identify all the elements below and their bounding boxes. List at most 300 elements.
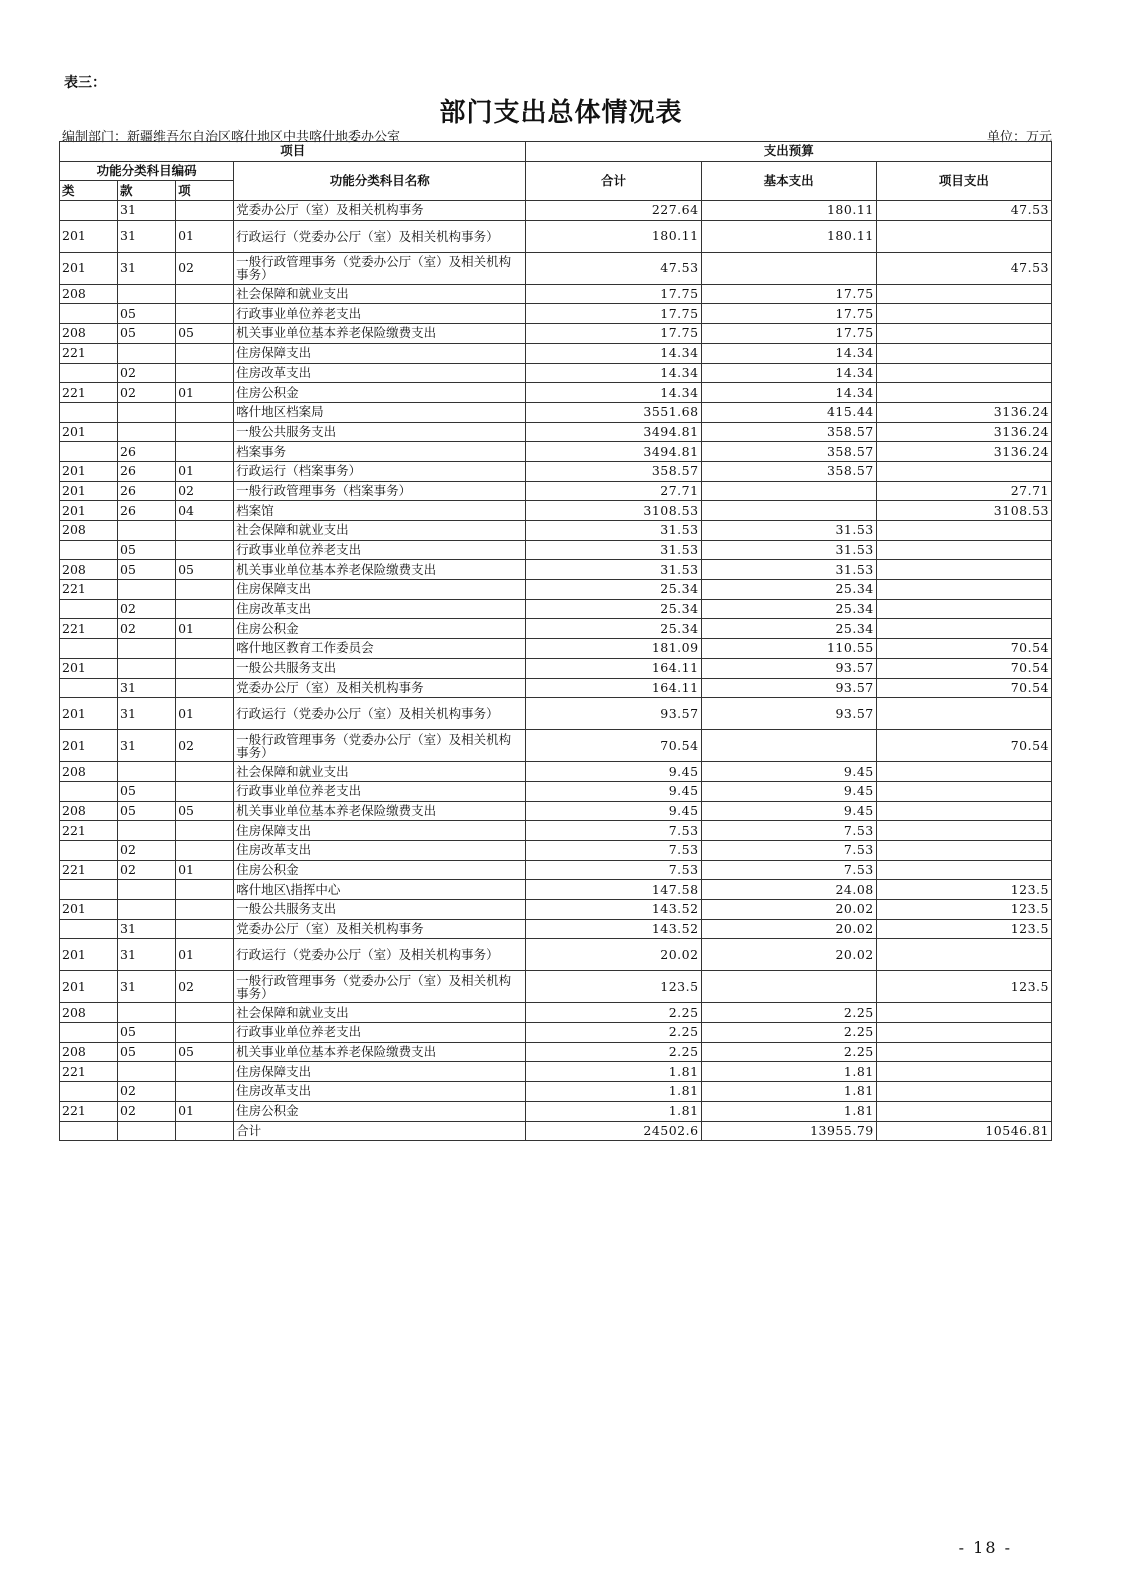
xiang-cell xyxy=(176,1023,234,1043)
table-row xyxy=(60,580,1052,600)
table-row xyxy=(60,252,1052,284)
total-cell: 3551.68 xyxy=(526,402,701,422)
project-expense-header: 项目支出 xyxy=(876,161,1051,200)
table-row xyxy=(60,540,1052,560)
xiang-cell xyxy=(176,343,234,363)
name-cell: 住房公积金 xyxy=(234,1101,526,1121)
lei-cell xyxy=(60,678,118,698)
total-cell: 227.64 xyxy=(526,201,701,221)
total-cell: 7.53 xyxy=(526,821,701,841)
lei-cell: 201 xyxy=(60,900,118,920)
name-cell: 合计 xyxy=(234,1121,526,1141)
total-cell: 1.81 xyxy=(526,1082,701,1102)
total-cell: 20.02 xyxy=(526,939,701,971)
project-cell: 3136.24 xyxy=(876,442,1051,462)
table-row xyxy=(60,619,1052,639)
name-cell: 住房公积金 xyxy=(234,860,526,880)
xiang-header: 项 xyxy=(176,181,234,201)
kuan-cell xyxy=(118,1062,176,1082)
lei-cell xyxy=(60,599,118,619)
name-cell: 档案事务 xyxy=(234,442,526,462)
project-cell xyxy=(876,1042,1051,1062)
name-cell: 社会保障和就业支出 xyxy=(234,762,526,782)
budget-header: 支出预算 xyxy=(526,142,1052,162)
xiang-cell xyxy=(176,639,234,659)
name-cell: 行政事业单位养老支出 xyxy=(234,781,526,801)
kuan-cell: 31 xyxy=(118,201,176,221)
lei-cell: 208 xyxy=(60,560,118,580)
basic-cell: 2.25 xyxy=(701,1003,876,1023)
kuan-cell: 05 xyxy=(118,560,176,580)
table-row xyxy=(60,220,1052,252)
lei-cell: 201 xyxy=(60,461,118,481)
total-cell: 358.57 xyxy=(526,461,701,481)
name-cell: 机关事业单位基本养老保险缴费支出 xyxy=(234,801,526,821)
table-row xyxy=(60,461,1052,481)
lei-cell xyxy=(60,1082,118,1102)
table-row xyxy=(60,880,1052,900)
xiang-cell: 01 xyxy=(176,461,234,481)
basic-cell: 17.75 xyxy=(701,284,876,304)
lei-cell xyxy=(60,201,118,221)
total-cell: 25.34 xyxy=(526,619,701,639)
basic-cell: 20.02 xyxy=(701,939,876,971)
total-cell: 143.52 xyxy=(526,900,701,920)
total-cell: 70.54 xyxy=(526,730,701,762)
table-row xyxy=(60,402,1052,422)
lei-cell: 221 xyxy=(60,580,118,600)
project-cell xyxy=(876,461,1051,481)
name-cell: 行政运行（党委办公厅（室）及相关机构事务） xyxy=(234,220,526,252)
lei-cell xyxy=(60,304,118,324)
lei-cell xyxy=(60,919,118,939)
xiang-cell: 01 xyxy=(176,1101,234,1121)
basic-cell xyxy=(701,501,876,521)
xiang-cell xyxy=(176,919,234,939)
kuan-cell xyxy=(118,284,176,304)
xiang-cell: 01 xyxy=(176,939,234,971)
table-row xyxy=(60,422,1052,442)
xiang-cell xyxy=(176,402,234,422)
basic-cell: 31.53 xyxy=(701,540,876,560)
xiang-cell: 05 xyxy=(176,324,234,344)
name-cell: 喀什地区\指挥中心 xyxy=(234,880,526,900)
lei-cell xyxy=(60,840,118,860)
lei-cell: 208 xyxy=(60,324,118,344)
basic-cell: 93.57 xyxy=(701,658,876,678)
total-cell: 47.53 xyxy=(526,252,701,284)
table-row xyxy=(60,801,1052,821)
lei-cell xyxy=(60,540,118,560)
project-cell: 123.5 xyxy=(876,971,1051,1003)
project-cell: 47.53 xyxy=(876,201,1051,221)
lei-cell: 201 xyxy=(60,252,118,284)
kuan-cell xyxy=(118,402,176,422)
table-row xyxy=(60,1003,1052,1023)
xiang-cell xyxy=(176,762,234,782)
kuan-cell: 02 xyxy=(118,1082,176,1102)
name-cell: 一般行政管理事务（党委办公厅（室）及相关机构事务） xyxy=(234,730,526,762)
kuan-cell: 31 xyxy=(118,971,176,1003)
lei-cell xyxy=(60,402,118,422)
name-cell: 社会保障和就业支出 xyxy=(234,521,526,541)
basic-header: 基本支出 xyxy=(701,161,876,200)
kuan-cell: 05 xyxy=(118,801,176,821)
project-cell: 3136.24 xyxy=(876,402,1051,422)
xiang-cell xyxy=(176,304,234,324)
basic-cell xyxy=(701,252,876,284)
page-number: - 18 - xyxy=(958,1538,1012,1557)
kuan-cell: 31 xyxy=(118,220,176,252)
table-row xyxy=(60,939,1052,971)
lei-cell: 221 xyxy=(60,860,118,880)
kuan-cell xyxy=(118,880,176,900)
basic-cell: 20.02 xyxy=(701,900,876,920)
lei-cell: 221 xyxy=(60,383,118,403)
kuan-cell xyxy=(118,639,176,659)
lei-cell: 201 xyxy=(60,730,118,762)
xiang-cell xyxy=(176,201,234,221)
project-cell xyxy=(876,220,1051,252)
table-row xyxy=(60,201,1052,221)
name-cell: 住房改革支出 xyxy=(234,840,526,860)
kuan-header: 款 xyxy=(118,181,176,201)
lei-cell xyxy=(60,1121,118,1141)
total-cell: 180.11 xyxy=(526,220,701,252)
table-label: 表三： xyxy=(64,75,106,91)
basic-cell: 358.57 xyxy=(701,422,876,442)
table-row xyxy=(60,900,1052,920)
xiang-cell: 01 xyxy=(176,860,234,880)
name-cell: 行政运行（党委办公厅（室）及相关机构事务） xyxy=(234,698,526,730)
total-header: 合计 xyxy=(526,161,701,200)
kuan-cell: 05 xyxy=(118,304,176,324)
xiang-cell: 02 xyxy=(176,252,234,284)
kuan-cell: 05 xyxy=(118,1023,176,1043)
total-cell: 14.34 xyxy=(526,383,701,403)
kuan-cell: 02 xyxy=(118,1101,176,1121)
name-cell: 一般行政管理事务（档案事务） xyxy=(234,481,526,501)
lei-cell: 201 xyxy=(60,481,118,501)
table-row xyxy=(60,599,1052,619)
project-cell xyxy=(876,1023,1051,1043)
basic-cell: 93.57 xyxy=(701,698,876,730)
lei-cell: 208 xyxy=(60,762,118,782)
code-group-header: 功能分类科目编码 xyxy=(60,161,234,181)
kuan-cell xyxy=(118,821,176,841)
basic-cell: 358.57 xyxy=(701,442,876,462)
kuan-cell: 05 xyxy=(118,1042,176,1062)
project-cell xyxy=(876,840,1051,860)
project-cell: 70.54 xyxy=(876,639,1051,659)
kuan-cell: 31 xyxy=(118,919,176,939)
lei-cell: 208 xyxy=(60,1042,118,1062)
xiang-cell xyxy=(176,422,234,442)
lei-cell: 208 xyxy=(60,284,118,304)
name-cell: 一般行政管理事务（党委办公厅（室）及相关机构事务） xyxy=(234,252,526,284)
xiang-cell xyxy=(176,678,234,698)
xiang-cell: 01 xyxy=(176,698,234,730)
xiang-cell: 04 xyxy=(176,501,234,521)
total-cell: 31.53 xyxy=(526,521,701,541)
basic-cell xyxy=(701,730,876,762)
project-cell xyxy=(876,1082,1051,1102)
xiang-cell: 05 xyxy=(176,1042,234,1062)
xiang-cell: 02 xyxy=(176,730,234,762)
xiang-cell xyxy=(176,1062,234,1082)
total-cell: 2.25 xyxy=(526,1042,701,1062)
xiang-cell: 02 xyxy=(176,971,234,1003)
project-cell xyxy=(876,363,1051,383)
table-row xyxy=(60,383,1052,403)
xiang-cell xyxy=(176,1121,234,1141)
xiang-cell xyxy=(176,900,234,920)
basic-cell: 9.45 xyxy=(701,781,876,801)
total-cell: 123.5 xyxy=(526,971,701,1003)
total-cell: 2.25 xyxy=(526,1023,701,1043)
name-cell: 住房公积金 xyxy=(234,383,526,403)
basic-cell: 415.44 xyxy=(701,402,876,422)
lei-cell: 221 xyxy=(60,1062,118,1082)
kuan-cell: 31 xyxy=(118,698,176,730)
table-row xyxy=(60,919,1052,939)
kuan-cell: 31 xyxy=(118,678,176,698)
xiang-cell xyxy=(176,840,234,860)
project-header: 项目 xyxy=(60,142,526,162)
project-cell xyxy=(876,580,1051,600)
lei-cell: 201 xyxy=(60,422,118,442)
basic-cell: 14.34 xyxy=(701,363,876,383)
name-cell: 喀什地区教育工作委员会 xyxy=(234,639,526,659)
xiang-cell xyxy=(176,781,234,801)
project-cell xyxy=(876,860,1051,880)
basic-cell: 31.53 xyxy=(701,521,876,541)
project-cell xyxy=(876,781,1051,801)
project-cell: 123.5 xyxy=(876,900,1051,920)
project-cell xyxy=(876,521,1051,541)
project-cell xyxy=(876,1003,1051,1023)
table-row xyxy=(60,284,1052,304)
name-cell: 住房保障支出 xyxy=(234,821,526,841)
basic-cell: 17.75 xyxy=(701,304,876,324)
lei-header: 类 xyxy=(60,181,118,201)
lei-cell: 201 xyxy=(60,658,118,678)
total-cell: 31.53 xyxy=(526,540,701,560)
kuan-cell xyxy=(118,422,176,442)
lei-cell: 201 xyxy=(60,220,118,252)
project-cell xyxy=(876,383,1051,403)
unit-label: 单位：万元 xyxy=(986,130,1052,145)
lei-cell: 201 xyxy=(60,501,118,521)
total-cell: 9.45 xyxy=(526,801,701,821)
basic-cell xyxy=(701,481,876,501)
table-row xyxy=(60,762,1052,782)
project-cell xyxy=(876,801,1051,821)
basic-cell: 93.57 xyxy=(701,678,876,698)
name-cell: 住房公积金 xyxy=(234,619,526,639)
name-cell: 机关事业单位基本养老保险缴费支出 xyxy=(234,324,526,344)
table-row xyxy=(60,363,1052,383)
total-cell: 3108.53 xyxy=(526,501,701,521)
name-cell: 住房改革支出 xyxy=(234,363,526,383)
basic-cell: 24.08 xyxy=(701,880,876,900)
basic-cell: 180.11 xyxy=(701,220,876,252)
xiang-cell xyxy=(176,442,234,462)
basic-cell: 7.53 xyxy=(701,860,876,880)
kuan-cell: 31 xyxy=(118,730,176,762)
kuan-cell: 05 xyxy=(118,324,176,344)
table-row xyxy=(60,343,1052,363)
kuan-cell xyxy=(118,1121,176,1141)
table-row xyxy=(60,698,1052,730)
basic-cell xyxy=(701,971,876,1003)
compiling-department: 编制部门：新疆维吾尔自治区喀什地区中共喀什地委办公室 xyxy=(62,130,401,145)
name-header: 功能分类科目名称 xyxy=(234,161,526,200)
project-cell xyxy=(876,762,1051,782)
name-cell: 喀什地区档案局 xyxy=(234,402,526,422)
table-row xyxy=(60,658,1052,678)
basic-cell: 7.53 xyxy=(701,821,876,841)
table-row xyxy=(60,1101,1052,1121)
total-cell: 9.45 xyxy=(526,781,701,801)
kuan-cell: 02 xyxy=(118,599,176,619)
name-cell: 住房保障支出 xyxy=(234,343,526,363)
table-row xyxy=(60,1062,1052,1082)
lei-cell xyxy=(60,442,118,462)
basic-cell: 358.57 xyxy=(701,461,876,481)
basic-cell: 25.34 xyxy=(701,580,876,600)
kuan-cell: 05 xyxy=(118,781,176,801)
total-cell: 164.11 xyxy=(526,678,701,698)
project-cell xyxy=(876,821,1051,841)
project-cell: 47.53 xyxy=(876,252,1051,284)
total-cell: 14.34 xyxy=(526,343,701,363)
table-row xyxy=(60,860,1052,880)
lei-cell: 201 xyxy=(60,698,118,730)
table-row xyxy=(60,821,1052,841)
table-row xyxy=(60,324,1052,344)
name-cell: 行政事业单位养老支出 xyxy=(234,1023,526,1043)
table-row xyxy=(60,304,1052,324)
name-cell: 机关事业单位基本养老保险缴费支出 xyxy=(234,560,526,580)
total-cell: 25.34 xyxy=(526,580,701,600)
kuan-cell xyxy=(118,521,176,541)
lei-cell: 208 xyxy=(60,521,118,541)
table-row xyxy=(60,442,1052,462)
name-cell: 一般公共服务支出 xyxy=(234,658,526,678)
basic-cell: 180.11 xyxy=(701,201,876,221)
xiang-cell xyxy=(176,880,234,900)
basic-cell: 13955.79 xyxy=(701,1121,876,1141)
total-cell: 17.75 xyxy=(526,304,701,324)
kuan-cell xyxy=(118,343,176,363)
xiang-cell xyxy=(176,521,234,541)
lei-cell: 201 xyxy=(60,971,118,1003)
kuan-cell: 26 xyxy=(118,481,176,501)
table-row xyxy=(60,730,1052,762)
project-cell xyxy=(876,1101,1051,1121)
basic-cell: 9.45 xyxy=(701,762,876,782)
kuan-cell: 02 xyxy=(118,840,176,860)
project-cell xyxy=(876,540,1051,560)
basic-cell: 7.53 xyxy=(701,840,876,860)
basic-cell: 1.81 xyxy=(701,1062,876,1082)
project-cell xyxy=(876,1062,1051,1082)
name-cell: 社会保障和就业支出 xyxy=(234,284,526,304)
xiang-cell: 05 xyxy=(176,801,234,821)
name-cell: 行政事业单位养老支出 xyxy=(234,304,526,324)
xiang-cell xyxy=(176,363,234,383)
name-cell: 社会保障和就业支出 xyxy=(234,1003,526,1023)
total-cell: 7.53 xyxy=(526,860,701,880)
table-row xyxy=(60,1042,1052,1062)
basic-cell: 1.81 xyxy=(701,1082,876,1102)
name-cell: 住房保障支出 xyxy=(234,580,526,600)
total-cell: 1.81 xyxy=(526,1101,701,1121)
kuan-cell: 26 xyxy=(118,442,176,462)
total-cell: 9.45 xyxy=(526,762,701,782)
total-cell: 14.34 xyxy=(526,363,701,383)
total-cell: 181.09 xyxy=(526,639,701,659)
total-cell: 25.34 xyxy=(526,599,701,619)
xiang-cell xyxy=(176,599,234,619)
kuan-cell xyxy=(118,1003,176,1023)
table-row xyxy=(60,1121,1052,1141)
project-cell: 123.5 xyxy=(876,919,1051,939)
xiang-cell xyxy=(176,1082,234,1102)
table-row xyxy=(60,560,1052,580)
xiang-cell xyxy=(176,540,234,560)
basic-cell: 9.45 xyxy=(701,801,876,821)
name-cell: 行政运行（党委办公厅（室）及相关机构事务） xyxy=(234,939,526,971)
lei-cell: 208 xyxy=(60,801,118,821)
xiang-cell xyxy=(176,658,234,678)
total-cell: 31.53 xyxy=(526,560,701,580)
expenditure-table xyxy=(59,141,1052,1141)
xiang-cell xyxy=(176,580,234,600)
kuan-cell: 05 xyxy=(118,540,176,560)
xiang-cell: 01 xyxy=(176,619,234,639)
kuan-cell xyxy=(118,762,176,782)
project-cell xyxy=(876,304,1051,324)
kuan-cell: 02 xyxy=(118,619,176,639)
total-cell: 93.57 xyxy=(526,698,701,730)
table-row xyxy=(60,1082,1052,1102)
lei-cell xyxy=(60,781,118,801)
kuan-cell: 31 xyxy=(118,939,176,971)
xiang-cell: 01 xyxy=(176,383,234,403)
lei-cell: 201 xyxy=(60,939,118,971)
basic-cell: 20.02 xyxy=(701,919,876,939)
name-cell: 一般公共服务支出 xyxy=(234,422,526,442)
project-cell: 70.54 xyxy=(876,678,1051,698)
total-cell: 27.71 xyxy=(526,481,701,501)
project-cell: 70.54 xyxy=(876,658,1051,678)
kuan-cell xyxy=(118,900,176,920)
name-cell: 机关事业单位基本养老保险缴费支出 xyxy=(234,1042,526,1062)
project-cell: 27.71 xyxy=(876,481,1051,501)
name-cell: 住房改革支出 xyxy=(234,1082,526,1102)
lei-cell: 221 xyxy=(60,1101,118,1121)
kuan-cell: 26 xyxy=(118,461,176,481)
project-cell xyxy=(876,698,1051,730)
project-cell: 3108.53 xyxy=(876,501,1051,521)
name-cell: 住房保障支出 xyxy=(234,1062,526,1082)
lei-cell: 221 xyxy=(60,343,118,363)
total-cell: 3494.81 xyxy=(526,442,701,462)
project-cell xyxy=(876,560,1051,580)
page-title: 部门支出总体情况表 xyxy=(439,98,683,128)
